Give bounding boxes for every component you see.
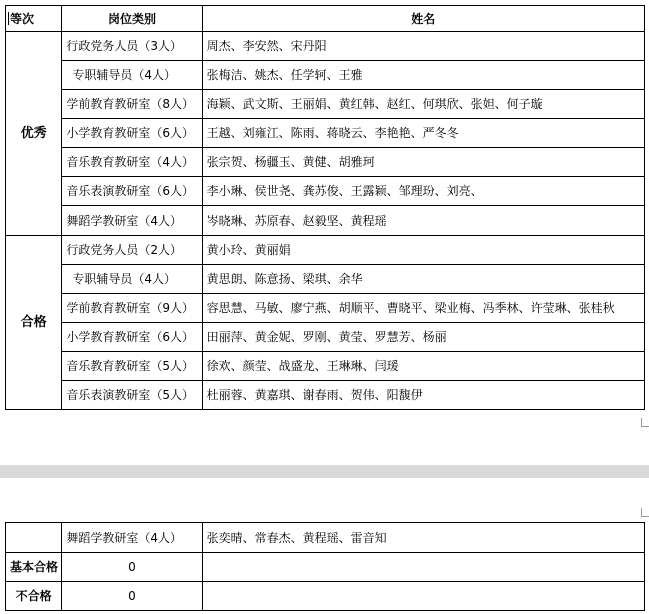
table-row: [6, 265, 645, 294]
category-cell: 学前教育教研室（8人）: [62, 90, 202, 119]
category-cell: 舞蹈学教研室（4人）: [62, 523, 202, 553]
table-row: [6, 206, 645, 236]
table-row: [6, 32, 645, 61]
category-cell: 音乐教育教研室（4人）: [62, 148, 202, 177]
table-row: [6, 148, 645, 177]
table-row: [6, 236, 645, 265]
count-cell: 0: [62, 553, 202, 582]
table-row: [6, 294, 645, 323]
category-cell: 音乐教育教研室（5人）: [62, 352, 202, 381]
category-cell: 小学教育教研室（6人）: [62, 323, 202, 352]
table-header-row: [6, 6, 645, 32]
category-cell: 小学教育教研室（6人）: [62, 119, 202, 148]
names-cell: 岑晓琳、苏原春、赵毅坚、黄程瑶: [202, 206, 644, 236]
names-cell: 黄思朗、陈意扬、梁琪、余华: [202, 265, 644, 294]
table-row: [6, 323, 645, 352]
table-row: [6, 177, 645, 206]
table-row: [6, 61, 645, 90]
category-cell: 行政党务人员（2人）: [62, 236, 202, 265]
names-cell: 杜丽蓉、黄嘉琪、谢春雨、贺伟、阳馥伊: [202, 381, 644, 410]
category-cell: 舞蹈学教研室（4人）: [62, 206, 202, 236]
names-cell: [202, 553, 644, 582]
names-cell: 李小琳、侯世尧、龚苏俊、王露颖、邹理玢、刘亮、: [202, 177, 644, 206]
names-cell: 容思慧、马敏、廖宁燕、胡顺平、曹晓平、梁业梅、冯季林、许莹琳、张桂秋: [202, 294, 644, 323]
names-cell: 张梅洁、姚杰、任学轲、王雅: [202, 61, 644, 90]
names-cell: 王越、刘雍江、陈雨、蒋晓云、李艳艳、严冬冬: [202, 119, 644, 148]
table-row: [6, 352, 645, 381]
category-cell: 学前教育教研室（9人）: [62, 294, 202, 323]
names-cell: 周杰、李安然、宋丹阳: [202, 32, 644, 61]
table-row: [6, 119, 645, 148]
header-names: 姓名: [202, 6, 644, 32]
names-cell: 黄小玲、黄丽娟: [202, 236, 644, 265]
names-cell: 田丽萍、黄金妮、罗刚、黄莹、罗慧芳、杨丽: [202, 323, 644, 352]
grade-excellent: 优秀: [6, 32, 62, 236]
grade-basic-pass: 基本合格: [6, 553, 62, 582]
names-cell: 张奕晴、常春杰、黄程瑶、雷音知: [202, 523, 644, 553]
category-cell: 专职辅导员（4人）: [62, 61, 202, 90]
page-corner-mark: [641, 508, 649, 517]
names-cell: 海颖、武文斯、王丽娟、黄红韩、赵红、何琪欣、张妲、何子璇: [202, 90, 644, 119]
header-category: 岗位类别: [62, 6, 202, 32]
evaluation-table: [5, 5, 645, 410]
evaluation-table-continued: [5, 522, 645, 611]
names-cell: 张宗贺、杨疆玉、黄健、胡雅珂: [202, 148, 644, 177]
header-grade: 等次: [6, 6, 62, 32]
category-cell: 行政党务人员（3人）: [62, 32, 202, 61]
names-cell: [202, 582, 644, 611]
table-row: [6, 553, 645, 582]
table-row: [6, 523, 645, 553]
page-corner-mark: [641, 418, 649, 427]
category-cell: 专职辅导员（4人）: [62, 265, 202, 294]
grade-empty-cell: [6, 523, 62, 553]
names-cell: 徐欢、颜莹、战盛龙、王琳琳、闫瑗: [202, 352, 644, 381]
page-break-gap: [0, 465, 649, 478]
grade-pass: 合格: [6, 236, 62, 410]
table-row: [6, 582, 645, 611]
count-cell: 0: [62, 582, 202, 611]
category-cell: 音乐表演教研室（6人）: [62, 177, 202, 206]
grade-fail: 不合格: [6, 582, 62, 611]
table-row: [6, 90, 645, 119]
category-cell: 音乐表演教研室（5人）: [62, 381, 202, 410]
table-row: [6, 381, 645, 410]
